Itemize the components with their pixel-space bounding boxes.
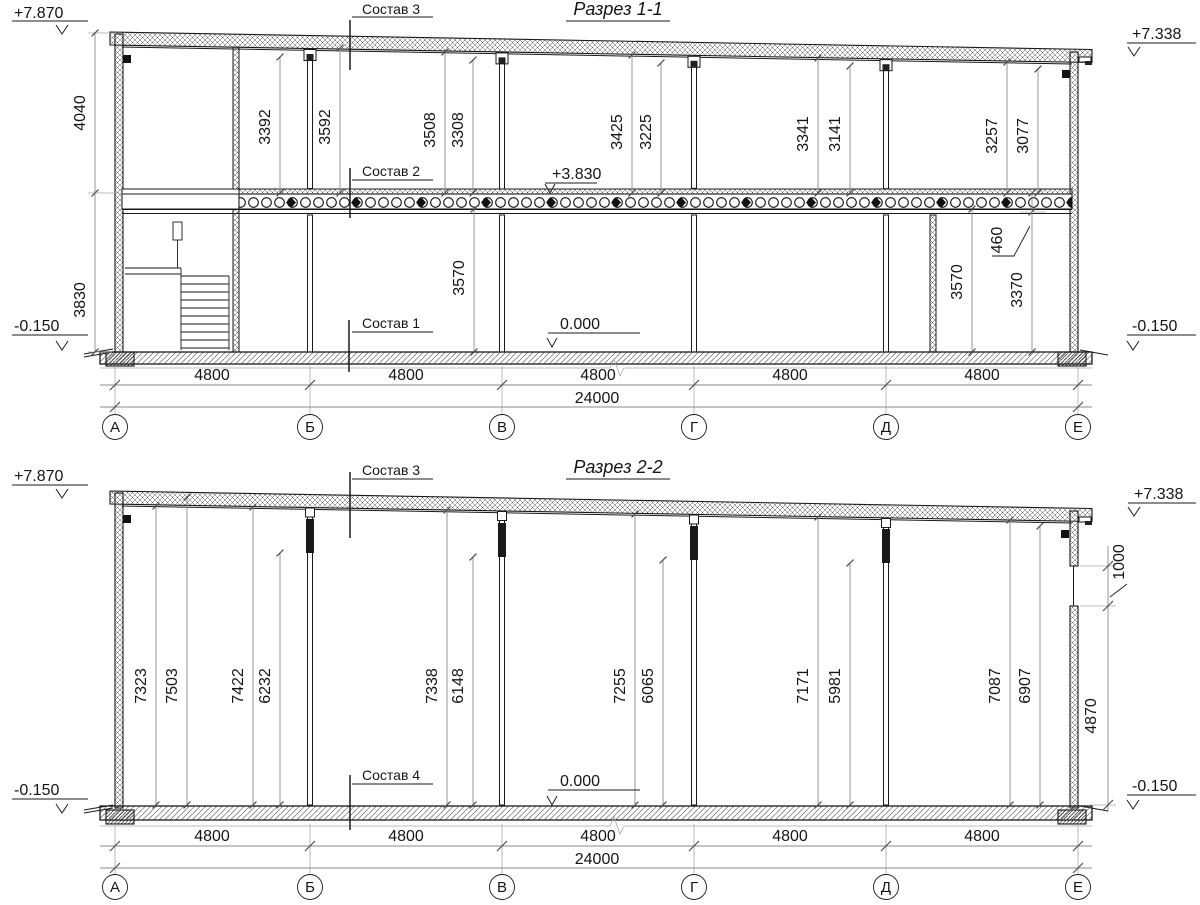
dim-label: 6148 [450,668,467,704]
axis-label: В [496,419,508,436]
staircase [125,222,229,350]
section-2-2 [12,457,1196,900]
elevation-label: -0.150 [14,318,60,335]
left-wall [115,493,123,808]
layer-label: Состав 3 [362,462,421,478]
dim-label: 3257 [984,118,1001,154]
dim-label: 6232 [257,668,274,704]
dim-label: 3425 [609,114,626,150]
bay-dim: 4800 [964,367,1000,384]
bay-dim: 4800 [964,828,1000,845]
dim-label: 4040 [72,95,89,131]
axis-label: Б [305,879,315,896]
dim-label: 7338 [424,668,441,704]
layer-label: Состав 3 [362,1,421,17]
axis-label: Г [689,419,699,436]
elevation-label: -0.150 [1132,778,1178,795]
axis-label: Е [1072,419,1084,436]
dim-label: 3077 [1015,118,1032,154]
axis-label: Д [880,879,892,896]
bay-dim: 4800 [580,828,616,845]
axis-label: Е [1072,879,1084,896]
layer-labels [349,1,433,372]
elevation-label: +7.338 [1132,26,1182,43]
dim-label: 7422 [230,668,247,704]
elevation-label: +7.870 [14,5,64,22]
right-wall-upper [1070,511,1078,566]
section-1-1 [12,0,1196,440]
layer-label: Состав 2 [362,163,421,179]
layer-label: Состав 1 [362,315,421,331]
elevation-label: -0.150 [14,782,60,799]
dim-label: 6907 [1017,668,1034,704]
elevation-label: -0.150 [1132,318,1178,335]
wall-anchor-right [1061,530,1069,538]
wall-anchor-right [1062,70,1070,78]
dim-label: 3508 [422,112,439,148]
elevation-label: +7.338 [1134,486,1184,503]
bay-dim: 4800 [194,367,230,384]
elevation-label: +7.870 [14,468,64,485]
columns [306,508,891,805]
bay-dim: 4800 [580,367,616,384]
bay-dim: 4800 [388,367,424,384]
axis-label: В [496,879,508,896]
bay-dim: 4800 [388,828,424,845]
total-dim: 24000 [574,390,620,407]
dim-label: 3570 [451,260,468,296]
axis-label: Д [880,419,892,436]
elevation-label: 0.000 [560,773,601,790]
axis-label: А [109,879,121,896]
layer-label: Состав 4 [362,767,421,783]
dimension-chain [100,366,1092,414]
dimension-chain [100,824,1092,874]
dim-label: 3370 [1009,272,1026,308]
dim-label: 5981 [827,668,844,704]
dim-label: 3308 [450,112,467,148]
axis-label: Г [689,879,699,896]
roof-slab [110,32,1092,65]
roof-slab [110,491,1092,525]
dim-label: 3592 [317,109,334,145]
dim-label: 4870 [1083,698,1100,734]
foundation-left [106,810,134,824]
height-dimensions [133,497,1040,805]
walls [115,493,1078,808]
dim-label: 3225 [638,114,655,150]
partition-wall [930,215,936,352]
foundation-right [1058,810,1086,824]
axis-bubbles [103,415,1091,440]
wall-anchor-left [123,515,131,523]
total-dim: 24000 [574,851,620,868]
section2-title: Разрез 2-2 [573,457,663,477]
dim-label: 3141 [827,116,844,152]
foundation-left [106,352,134,366]
dim-label: 3570 [949,264,966,300]
elevation-label: 0.000 [560,316,601,333]
dim-label: 7323 [133,668,150,704]
axis-label: Б [305,419,315,436]
bay-dim: 4800 [772,367,808,384]
dim-label: 7255 [612,668,629,704]
dim-label: 1000 [1111,544,1128,580]
dim-label: 7087 [987,668,1004,704]
dim-label: 7171 [795,668,812,704]
floor-slab [122,189,1072,214]
dim-label: 3341 [795,116,812,152]
wall-anchor-left [123,55,131,63]
bay-dim: 4800 [772,828,808,845]
window-dimensions [1080,544,1128,812]
elevation-label: +3.830 [552,166,602,183]
dim-label: 3830 [72,282,89,318]
dim-label: 460 [989,226,1006,254]
bay-dim: 4800 [194,828,230,845]
section1-title: Разрез 1-1 [573,0,663,19]
layer-labels [350,462,433,830]
lower-dimensions [451,193,1046,352]
dim-label: 7503 [164,668,181,704]
dim-label: 6065 [640,668,657,704]
foundation-right [1058,352,1086,366]
right-wall-lower [1070,606,1078,808]
axis-label: А [109,419,121,436]
dim-label: 3392 [257,109,274,145]
axis-bubbles [103,875,1091,900]
